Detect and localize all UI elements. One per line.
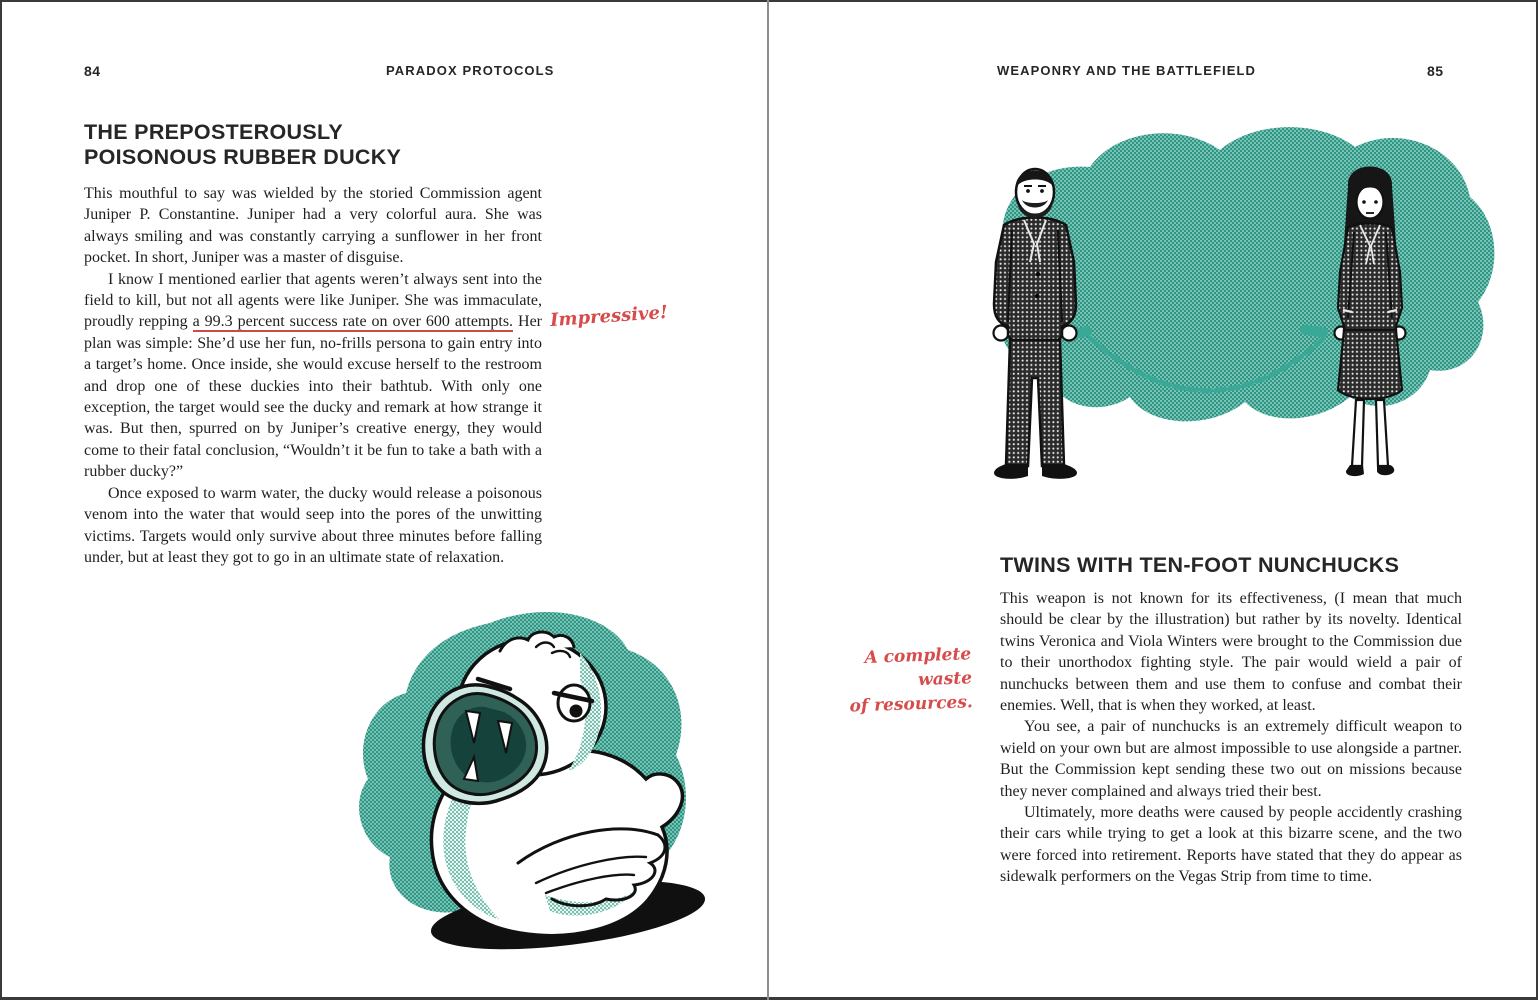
left-title-line1: THE PREPOSTEROUSLY xyxy=(84,120,344,144)
right-chapter-title xyxy=(1000,553,1399,578)
page-border-left xyxy=(0,0,2,1000)
left-title-line2: POISONOUS RUBBER DUCKY xyxy=(84,145,402,169)
left-running-header: PARADOX PROTOCOLS xyxy=(386,63,555,78)
paragraph-2-before: I know I mentioned earlier that agents weren’t always sent into the field to kill, but not all agents were like Juniper. She was immaculate, proudly repping xyxy=(84,270,542,331)
right-body-text xyxy=(1000,588,1462,888)
waste-note-line2: of resources. xyxy=(849,692,974,717)
red-underlined-phrase: a 99.3 percent success rate on over 600 attempts. xyxy=(192,313,514,331)
right-paragraph-3: Ultimately, more deaths were caused by people accidently crashing their cars while trying to get a look at this bizarre scene, and the two were forced into retirement. Reports have stated that they do appear as sidewalk performers on the Vegas Strip from time to time. xyxy=(1000,804,1462,886)
left-paragraph-1: This mouthful to say was wielded by the storied Commission agent Juniper P. Constantine. Juniper had a very colorful aura. She was always smiling and was constantly carrying a sunflower in her front pocket. In short, Juniper was a master of disguise. xyxy=(84,185,542,267)
right-paragraph-1: This weapon is not known for its effectiveness, (I mean that much should be clear by the illustration) but rather by its novelty. Identical twins Veronica and Viola Winters were brought to the Commission due to their unorthodox fighting style. The pair would wield a pair of nunchucks between them and use them to confuse and combat their enemies. Well, that is when they worked, at least. xyxy=(1000,590,1462,715)
paragraph-2-after: Her plan was simple: She’d use her fun, no-frills persona to gain entry into a target’s home. Once inside, she would excuse herself to the restroom and drop one of these duckies into their bathtub. With only one exception, the target would see the ducky and remark at how strange it was. But then, spurred on by Juniper’s creative energy, they would come to their fatal conclusion, “Wouldn’t it be fun to take a bath with a rubber ducky?” xyxy=(84,313,543,481)
left-paragraph-2 xyxy=(84,269,542,483)
handwritten-note-impressive: Impressive! xyxy=(549,301,669,332)
twins-nunchucks-illustration xyxy=(950,112,1510,548)
page-border-top xyxy=(0,0,1538,2)
left-page-number: 84 xyxy=(84,63,101,79)
right-paragraph-2: You see, a pair of nunchucks is an extremely difficult weapon to wield on your own but are almost impossible to use alongside a partner. But the Commission kept sending these two out on missions because they never complained and always tried their best. xyxy=(1000,718,1462,800)
rubber-ducky-illustration xyxy=(340,595,740,965)
waste-note-line1: A complete waste xyxy=(864,644,973,691)
handwritten-note-waste-of-resources xyxy=(811,642,973,720)
right-page-number: 85 xyxy=(1427,63,1444,79)
right-running-header: WEAPONRY AND THE BATTLEFIELD xyxy=(997,63,1257,78)
left-paragraph-3: Once exposed to warm water, the ducky would release a poisonous venom into the water that would seep into the pores of the unwitting victims. Targets would only survive about three minutes before falling under, but at least they got to go in an ultimate state of relaxation. xyxy=(84,484,542,566)
page-gutter-divider xyxy=(767,0,769,1000)
left-chapter-title xyxy=(84,120,401,170)
left-body-text xyxy=(84,183,542,568)
right-title-text: TWINS WITH TEN-FOOT NUNCHUCKS xyxy=(1000,553,1400,577)
